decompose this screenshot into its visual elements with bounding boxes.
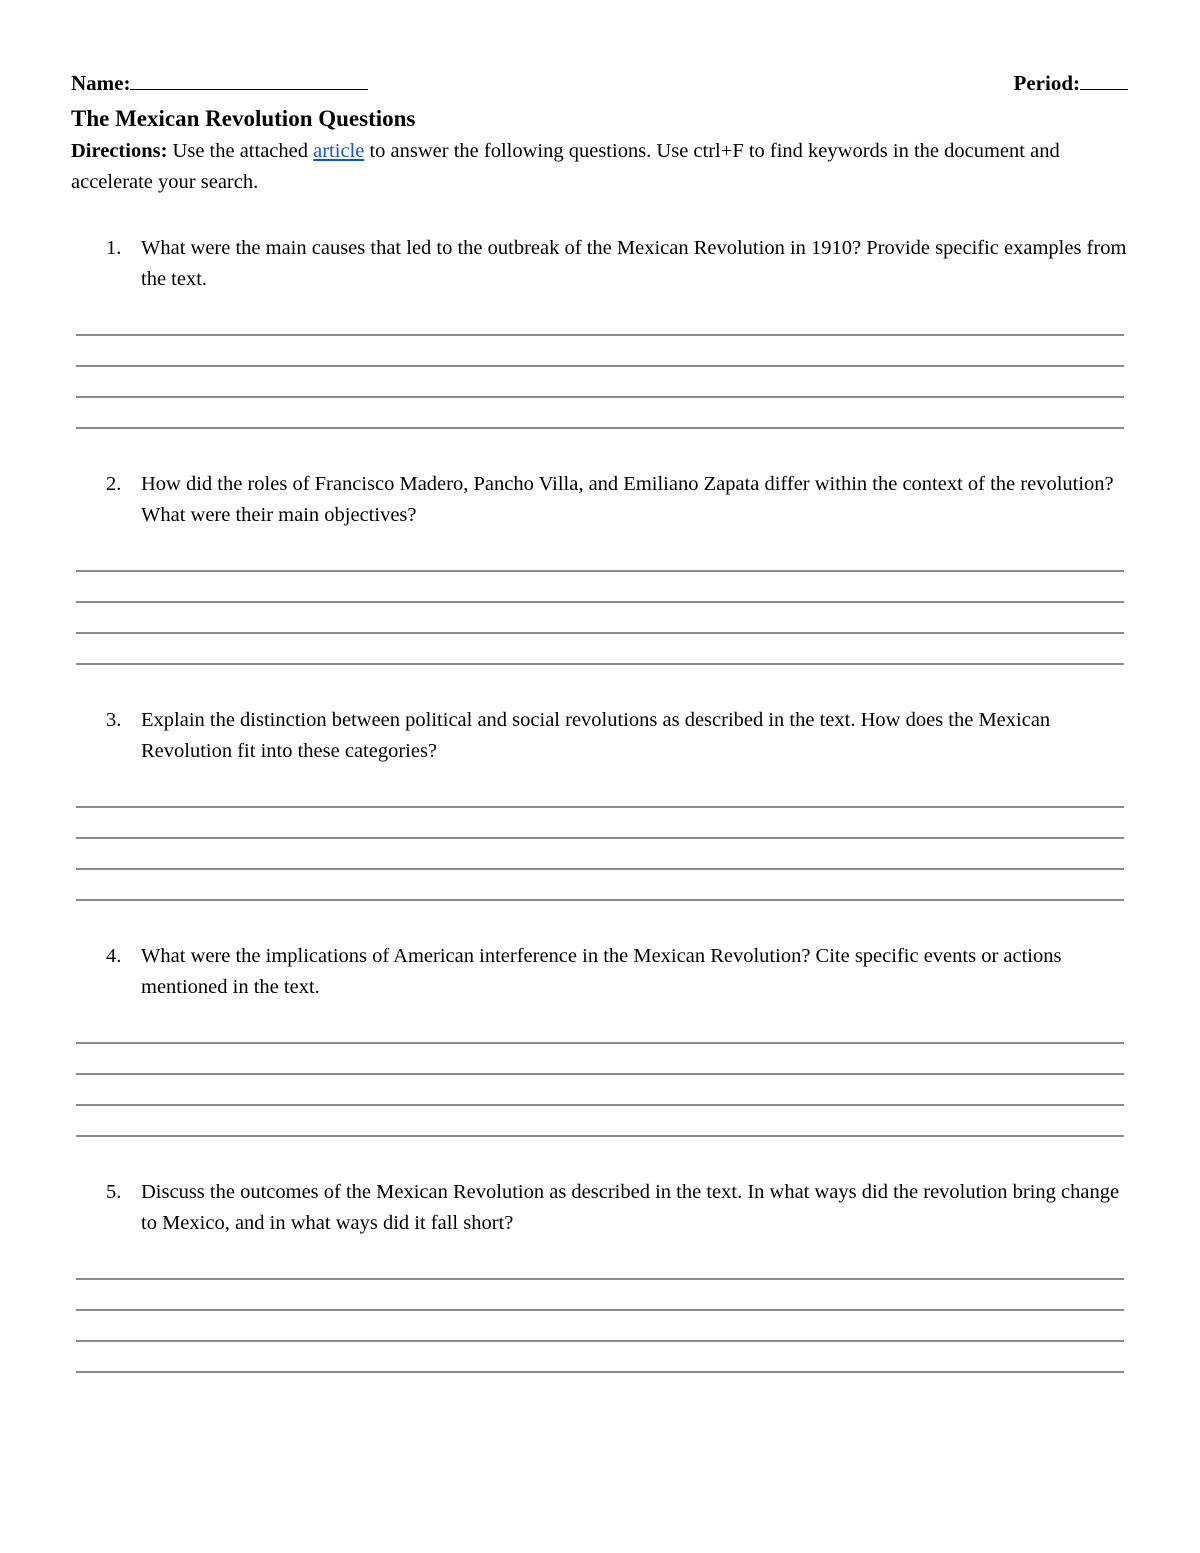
question-prompt: What were the implications of American interference in the Mexican Revolution? Cite specific events or actions mentioned in the text. (141, 945, 1062, 998)
directions-lead: Directions: (71, 140, 168, 162)
worksheet-page (71, 70, 1128, 1373)
period-block (1014, 70, 1128, 96)
answer-line[interactable] (76, 551, 1124, 572)
article-link[interactable]: article (313, 140, 365, 162)
question-2 (71, 469, 1128, 665)
name-label: Name: (71, 71, 131, 95)
answer-line[interactable] (76, 1342, 1124, 1373)
answer-line[interactable] (76, 1044, 1124, 1075)
answer-line[interactable] (76, 808, 1124, 839)
answer-line[interactable] (76, 787, 1124, 808)
answer-line[interactable] (76, 398, 1124, 429)
directions (71, 136, 1071, 198)
question-3 (71, 705, 1128, 901)
answer-lines (76, 1259, 1124, 1373)
page-title: The Mexican Revolution Questions (71, 106, 416, 131)
header-row (71, 70, 1128, 102)
answer-line[interactable] (76, 572, 1124, 603)
question-number: 4. (106, 945, 122, 967)
question-number: 1. (106, 237, 122, 259)
question-prompt: How did the roles of Francisco Madero, Pancho Villa, and Emiliano Zapata differ within the context of the revolution? What were their main objectives? (141, 473, 1114, 526)
answer-line[interactable] (76, 1106, 1124, 1137)
question-number: 3. (106, 709, 122, 731)
question-prompt: Discuss the outcomes of the Mexican Revolution as described in the text. In what ways did the revolution bring change to Mexico, and in what ways did it fall short? (141, 1181, 1120, 1234)
question-text (71, 941, 1131, 1003)
directions-text-after: to answer the following questions. Use ctrl+F to find keywords in the document and accelerate your search. (71, 140, 1060, 193)
directions-text-before: Use the attached (167, 140, 314, 162)
question-1 (71, 233, 1128, 429)
answer-lines (76, 1023, 1124, 1137)
answer-lines (76, 787, 1124, 901)
answer-line[interactable] (76, 839, 1124, 870)
answer-line[interactable] (76, 1259, 1124, 1280)
question-prompt: What were the main causes that led to the outbreak of the Mexican Revolution in 1910? Provide specific examples from the text. (141, 237, 1127, 290)
answer-line[interactable] (76, 1280, 1124, 1311)
answer-line[interactable] (76, 603, 1124, 634)
answer-line[interactable] (76, 315, 1124, 336)
answer-line[interactable] (76, 336, 1124, 367)
name-field[interactable] (130, 70, 368, 90)
answer-line[interactable] (76, 870, 1124, 901)
question-list (71, 233, 1128, 1373)
question-number: 5. (106, 1181, 122, 1203)
question-5 (71, 1177, 1128, 1373)
name-block (71, 70, 368, 96)
question-text (71, 1177, 1131, 1239)
question-text (71, 233, 1131, 295)
period-field[interactable] (1080, 70, 1128, 90)
question-text (71, 705, 1131, 767)
answer-lines (76, 551, 1124, 665)
answer-line[interactable] (76, 1075, 1124, 1106)
answer-line[interactable] (76, 1023, 1124, 1044)
answer-line[interactable] (76, 367, 1124, 398)
question-text (71, 469, 1131, 531)
question-4 (71, 941, 1128, 1137)
question-prompt: Explain the distinction between political and social revolutions as described in the text. How does the Mexican Revolution fit into these categories? (141, 709, 1051, 762)
answer-lines (76, 315, 1124, 429)
period-label: Period: (1013, 71, 1080, 95)
answer-line[interactable] (76, 634, 1124, 665)
answer-line[interactable] (76, 1311, 1124, 1342)
question-number: 2. (106, 473, 122, 495)
